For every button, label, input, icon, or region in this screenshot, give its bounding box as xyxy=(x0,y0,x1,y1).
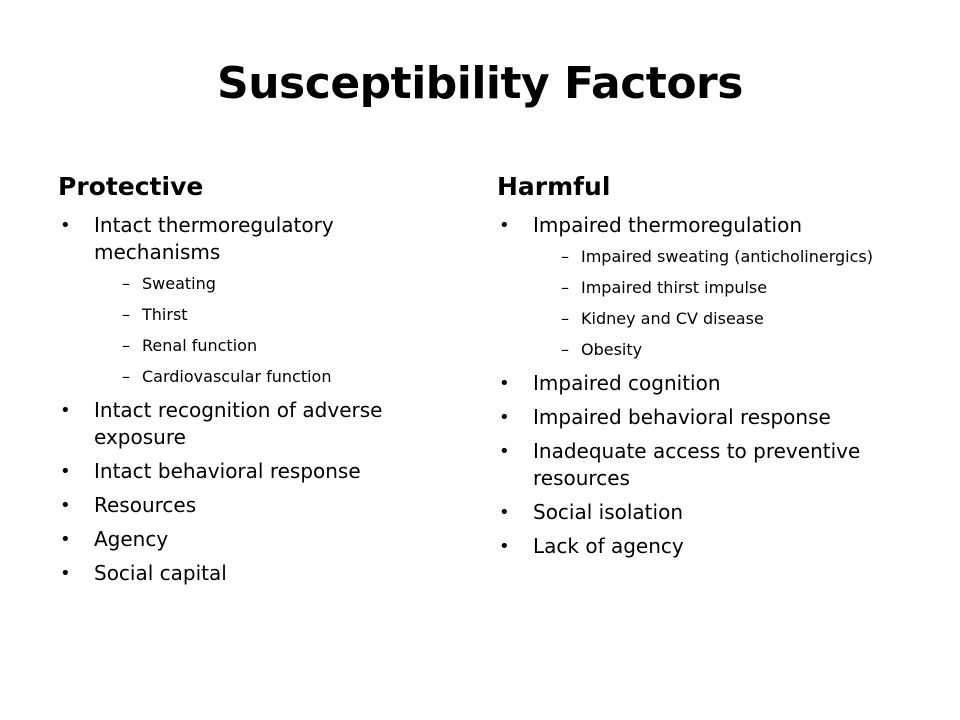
protective-item-text: Social capital xyxy=(94,561,227,585)
harmful-item xyxy=(497,404,897,431)
harmful-sublist xyxy=(533,246,897,361)
bullet-icon: • xyxy=(60,400,71,421)
bullet-icon: • xyxy=(60,529,71,550)
harmful-item-text: Impaired thermoregulation xyxy=(533,213,803,237)
bullet-icon: • xyxy=(499,441,510,462)
protective-subitem-text: Thirst xyxy=(142,305,188,324)
harmful-subitem xyxy=(497,246,897,268)
harmful-item xyxy=(497,499,897,526)
harmful-item-text: Inadequate access to preventive resources xyxy=(533,439,861,490)
harmful-item-text: Social isolation xyxy=(533,500,683,524)
bullet-icon: • xyxy=(499,407,510,428)
dash-icon: – xyxy=(122,274,130,293)
protective-subitem xyxy=(58,304,428,326)
bullet-icon: • xyxy=(499,215,510,236)
dash-icon: – xyxy=(122,305,130,324)
dash-icon: – xyxy=(561,309,569,328)
protective-item xyxy=(58,212,428,388)
bullet-icon: • xyxy=(499,502,510,523)
protective-subitem-text: Sweating xyxy=(142,274,216,293)
bullet-icon: • xyxy=(499,536,510,557)
harmful-item xyxy=(497,438,897,492)
protective-subitem xyxy=(58,273,428,295)
harmful-item-text: Impaired behavioral response xyxy=(533,405,831,429)
protective-item-text: Intact behavioral response xyxy=(94,459,361,483)
protective-list xyxy=(58,212,428,594)
harmful-subitem-text: Kidney and CV disease xyxy=(581,309,764,328)
protective-item xyxy=(58,458,428,485)
bullet-icon: • xyxy=(499,373,510,394)
protective-subitem-text: Renal function xyxy=(142,336,258,355)
harmful-subitem xyxy=(497,277,897,299)
protective-item xyxy=(58,492,428,519)
harmful-subitem xyxy=(497,308,897,330)
protective-item xyxy=(58,526,428,553)
protective-item-text: Resources xyxy=(94,493,197,517)
harmful-subitem-text: Impaired thirst impulse xyxy=(581,278,768,297)
bullet-icon: • xyxy=(60,563,71,584)
harmful-item-text: Lack of agency xyxy=(533,534,684,558)
protective-sublist xyxy=(94,273,428,388)
protective-heading: Protective xyxy=(58,172,204,201)
dash-icon: – xyxy=(122,336,130,355)
bullet-icon: • xyxy=(60,495,71,516)
harmful-heading: Harmful xyxy=(497,172,611,201)
harmful-subitem-text: Impaired sweating (anticholinergics) xyxy=(581,247,873,266)
bullet-icon: • xyxy=(60,215,71,236)
harmful-subitem xyxy=(497,339,897,361)
protective-item xyxy=(58,397,428,451)
harmful-list xyxy=(497,212,897,567)
harmful-item xyxy=(497,212,897,361)
slide-title: Susceptibility Factors xyxy=(217,58,743,109)
harmful-subitem-text: Obesity xyxy=(581,340,643,359)
protective-item-text: Agency xyxy=(94,527,169,551)
harmful-item xyxy=(497,370,897,397)
dash-icon: – xyxy=(561,340,569,359)
dash-icon: – xyxy=(561,247,569,266)
protective-item-text: Intact thermoregulatory mechanisms xyxy=(94,213,334,264)
dash-icon: – xyxy=(122,367,130,386)
bullet-icon: • xyxy=(60,461,71,482)
protective-subitem xyxy=(58,335,428,357)
protective-item xyxy=(58,560,428,587)
harmful-item-text: Impaired cognition xyxy=(533,371,721,395)
dash-icon: – xyxy=(561,278,569,297)
harmful-item xyxy=(497,533,897,560)
protective-subitem xyxy=(58,366,428,388)
protective-subitem-text: Cardiovascular function xyxy=(142,367,332,386)
protective-item-text: Intact recognition of adverse exposure xyxy=(94,398,383,449)
